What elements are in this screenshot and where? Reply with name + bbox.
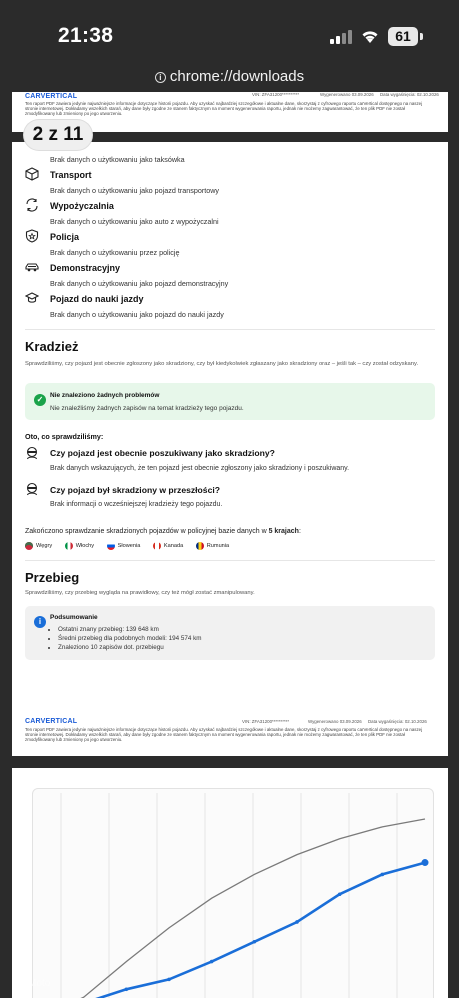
mileage-summary-box xyxy=(25,606,435,660)
flag-hungary: Węgry xyxy=(25,542,52,550)
chart-series-line-1 xyxy=(41,863,425,998)
theft-intro: Sprawdziliśmy, czy pojazd jest obecnie zgłoszony jako skradziony, czy był kiedykolwiek zgłaszany jako skradziony oraz – jeśli tak – czy został odzyskany. xyxy=(25,361,419,367)
usage-desc-demo: Brak danych o użytkowaniu jako pojazd demonstracyjny xyxy=(50,279,229,288)
theft-countries-summary: Zakończono sprawdzanie skradzionych pojazdów w policyjnej bazie danych w 5 krajach: xyxy=(25,528,301,535)
footer-expires: Data wygaśnięcia: 02.10.2026 xyxy=(380,92,439,97)
thief-past-icon xyxy=(25,482,39,496)
theft-ok-desc: Nie znaleźliśmy żadnych zapisów na temat kradzieży tego pojazdu. xyxy=(50,405,244,412)
mileage-item: • Średni przebieg dla podobnych modeli: 194 574 km xyxy=(58,634,202,643)
chart-point xyxy=(210,960,214,964)
usage-desc-rental: Brak danych o użytkowaniu jako auto z wypożyczalni xyxy=(50,217,219,226)
usage-title-transport: Transport xyxy=(50,170,92,180)
info-icon[interactable]: i xyxy=(155,72,166,83)
mileage-item: • Ostatni znany przebieg: 139 648 km xyxy=(58,625,202,634)
chart-point xyxy=(338,892,342,896)
theft-answer-past: Brak informacji o wcześniejszej kradzieży tego pojazdu. xyxy=(50,501,223,508)
mileage-item: • Znaleziono 10 zapisów dot. przebiegu xyxy=(58,643,202,652)
flag-romania: Rumunia xyxy=(196,542,229,550)
check-circle-icon: ✓ xyxy=(34,394,46,406)
mileage-intro: Sprawdziliśmy, czy przebieg wygląda na prawidłowy, czy też mógł zostać zmanipulowany. xyxy=(25,590,255,596)
usage-desc-taxi: Brak danych o użytkowaniu jako taksówka xyxy=(50,155,185,164)
chart-point xyxy=(253,940,257,944)
rental-icon xyxy=(25,198,39,212)
graduation-cap-icon xyxy=(25,291,39,305)
battery-tip xyxy=(420,33,423,40)
usage-desc-driving-school: Brak danych o użytkowaniu jako pojazd do nauki jazdy xyxy=(50,310,224,319)
country-flags xyxy=(25,542,240,552)
theft-answer-current: Brak danych wskazujących, że ten pojazd jest obecnie zgłoszony jako skradziony i poszukiwany. xyxy=(50,465,350,472)
mileage-summary-title: Podsumowanie xyxy=(50,614,98,621)
mileage-chart xyxy=(32,788,434,998)
footer-generated: Wygenerowano 03.09.2026 xyxy=(308,719,362,724)
brand-logo: CARVERTICAL xyxy=(25,93,78,100)
usage-desc-transport: Brak danych o użytkowaniu jako pojazd transportowy xyxy=(50,186,219,195)
mileage-summary-list xyxy=(58,625,202,652)
footer-expires: Data wygaśnięcia: 02.10.2026 xyxy=(368,719,427,724)
pdf-page-2 xyxy=(12,142,448,756)
mileage-chart-svg xyxy=(33,789,433,998)
usage-title-police: Policja xyxy=(50,232,80,242)
signal-icon xyxy=(330,30,352,44)
theft-ok-box xyxy=(25,383,435,420)
watermark: OtoMoto xyxy=(12,978,51,989)
pdf-page-3 xyxy=(12,768,448,998)
shield-icon xyxy=(25,229,39,243)
usage-title-demo: Demonstracyjny xyxy=(50,263,121,273)
page-indicator: 2 z 11 xyxy=(24,120,92,150)
page-footer xyxy=(25,718,435,743)
status-bar xyxy=(0,0,459,62)
box-icon xyxy=(25,167,39,181)
battery-indicator: 61 xyxy=(388,27,418,46)
theft-question-current: Czy pojazd jest obecnie poszukiwany jako skradziony? xyxy=(50,448,275,458)
usage-title-rental: Wypożyczalnia xyxy=(50,201,114,211)
flag-italy: Włochy xyxy=(65,542,94,550)
usage-title-driving-school: Pojazd do nauki jazdy xyxy=(50,294,144,304)
theft-question-past: Czy pojazd był skradziony w przeszłości? xyxy=(50,485,221,495)
footer-disclaimer: Ten raport PDF zawiera jedynie najważniejsze informacje dotyczące historii pojazdu. Aby uzyskać najbardziej szczegółowe i aktualne dane, skorzystaj z cyfrowego raportu carVertical dostępnego na naszej stronie internetowej. Dokładamy wszelkich starań, aby dane były zgodne ze stanem faktycznym na moment wygenerowania raportu, jednak nie możemy zagwarantować, że ten plik PDF nie został zmodyfikowany lub zmieniony po jego utworzeniu. xyxy=(25,101,423,117)
chart-point xyxy=(422,859,429,866)
flag-canada: Kanada xyxy=(153,542,183,550)
footer-generated: Wygenerowano 03.09.2026 xyxy=(320,92,374,97)
usage-desc-police: Brak danych o użytkowaniu przez policję xyxy=(50,248,180,257)
theft-heading: Kradzież xyxy=(25,339,79,354)
chart-point xyxy=(295,920,299,924)
chart-series-line-0 xyxy=(41,819,425,998)
chart-point xyxy=(125,987,129,991)
url-text: chrome://downloads xyxy=(169,68,305,85)
wifi-icon xyxy=(360,28,380,44)
chart-point xyxy=(167,978,171,982)
section-divider-2 xyxy=(25,560,435,561)
footer-vin: VIN: ZFA31200********** xyxy=(252,92,300,97)
checked-label: Oto, co sprawdziliśmy: xyxy=(25,432,104,441)
mileage-heading: Przebieg xyxy=(25,570,80,585)
thief-icon xyxy=(25,446,39,460)
chart-point xyxy=(381,873,385,877)
theft-ok-title: Nie znaleziono żadnych problemów xyxy=(50,392,160,399)
car-icon xyxy=(25,260,39,274)
footer-vin: VIN: ZFA31200********** xyxy=(242,719,290,724)
flag-slovenia: Słowenia xyxy=(107,542,141,550)
footer-disclaimer: Ten raport PDF zawiera jedynie najważniejsze informacje dotyczące historii pojazdu. Aby uzyskać najbardziej szczegółowe i aktualne dane, skorzystaj z cyfrowego raportu carVertical dostępnego na naszej stronie internetowej. Dokładamy wszelkich starań, aby dane były zgodne ze stanem faktycznym na moment wygenerowania raportu, jednak nie możemy zagwarantować, że ten plik PDF nie został zmodyfikowany lub zmieniony po jego utworzeniu. xyxy=(25,727,423,743)
info-circle-icon: i xyxy=(34,616,46,628)
section-divider xyxy=(25,329,435,330)
url-bar[interactable] xyxy=(0,62,459,92)
clock: 21:38 xyxy=(58,24,114,47)
footer-brand-logo: CARVERTICAL xyxy=(25,718,78,725)
